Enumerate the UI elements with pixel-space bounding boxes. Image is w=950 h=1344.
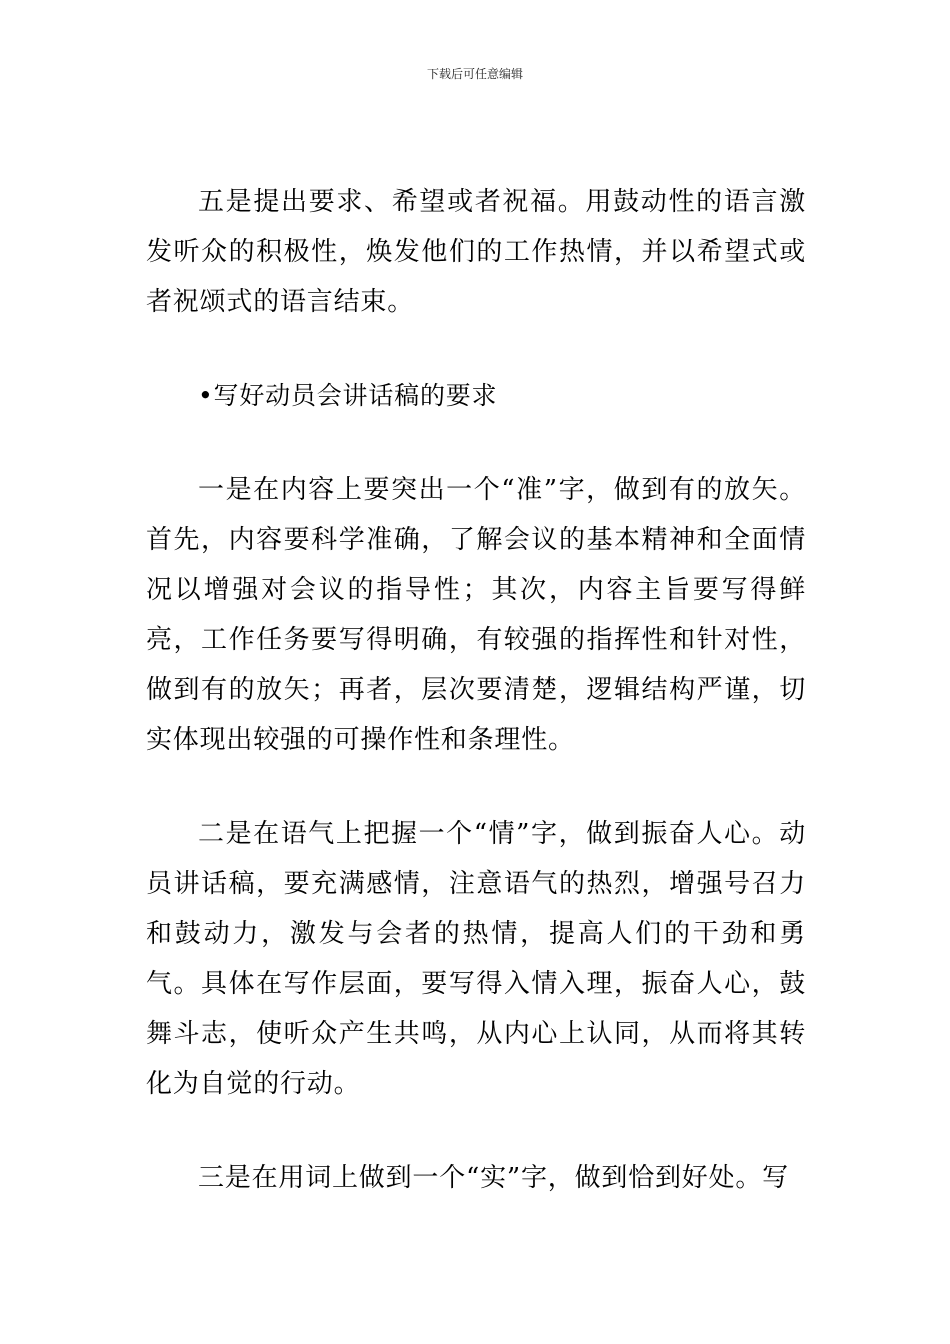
page-header: 下载后可任意编辑: [426, 67, 523, 81]
paragraph-gap: [146, 327, 806, 371]
paragraph-five-requirements: 五是提出要求、希望或者祝福。用鼓动性的语言激发听众的积极性，焕发他们的工作热情，并以希望式或者祝颂式的语言结束。: [146, 187, 806, 317]
paragraph-two-tone: 二是在语气上把握一个“情”字，做到振奋人心。动员讲话稿，要充满感情，注意语气的热烈，增强号召力和鼓动力，激发与会者的热情，提高人们的干劲和勇气。具体在写作层面，要写得入情入理，振奋人心，鼓舞斗志，使听众产生共鸣，从内心上认同，从而将其转化为自觉的行动。: [146, 819, 806, 1099]
document-body: [146, 177, 806, 1203]
paragraph-gap: [146, 421, 806, 465]
paragraph-gap: [146, 765, 806, 809]
paragraph-one-content: 一是在内容上要突出一个“准”字，做到有的放矢。首先，内容要科学准确，了解会议的基本精神和全面情况以增强对会议的指导性；其次，内容主旨要写得鲜亮，工作任务要写得明确，有较强的指挥性和针对性，做到有的放矢；再者，层次要清楚，逻辑结构严谨，切实体现出较强的可操作性和条理性。: [146, 475, 806, 755]
paragraph-three-wording: 三是在用词上做到一个“实”字，做到恰到好处。写: [198, 1163, 789, 1193]
paragraph-gap: [146, 1109, 806, 1153]
section-heading: •写好动员会讲话稿的要求: [198, 381, 498, 410]
